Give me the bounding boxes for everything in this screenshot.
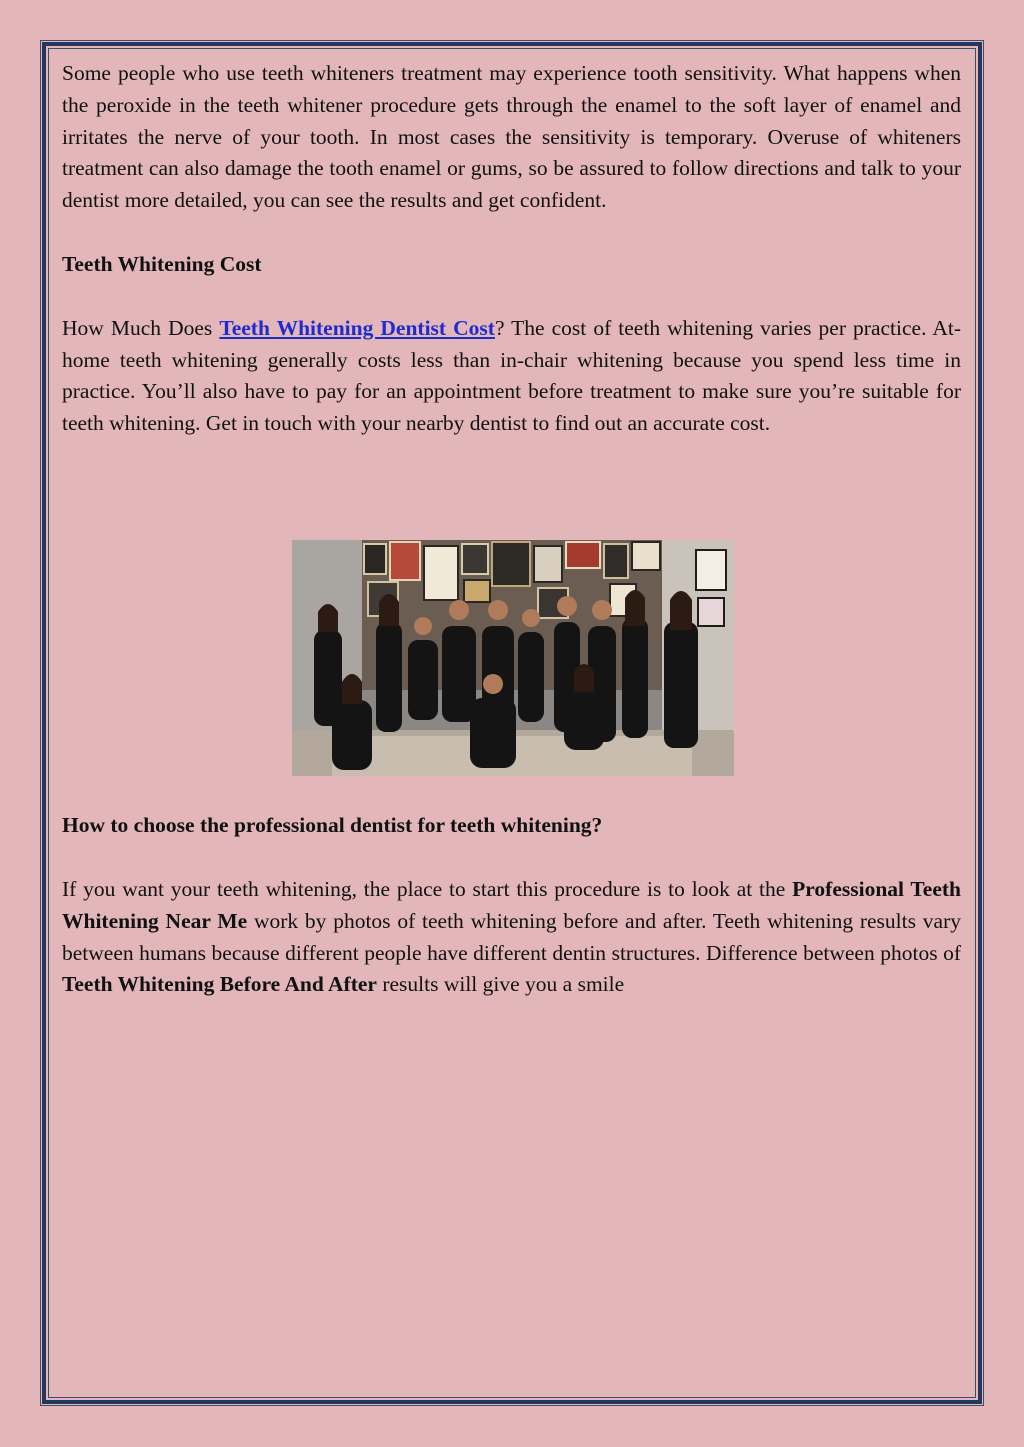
professional-whitening-bold: Professional Teeth Whitening Near Me <box>62 877 961 933</box>
cost-heading: Teeth Whitening Cost <box>62 251 262 276</box>
document-body <box>62 58 961 440</box>
intro-paragraph: Some people who use teeth whiteners treatment may experience tooth sensitivity. What happens when the peroxide in the teeth whitener procedure gets through the enamel to the soft layer of enamel and irritates the nerve of your tooth. In most cases the sensitivity is temporary. Overuse of whiteners treatment can also damage the tooth enamel or gums, so be assured to follow directions and talk to your dentist more detailed, you can see the results and get confident. <box>62 61 961 213</box>
choose-paragraph-part-3: results will give you a smile <box>376 972 625 997</box>
dental-team-photo <box>292 540 734 776</box>
cost-paragraph-prefix: How Much Does <box>62 315 220 340</box>
before-after-bold: Teeth Whitening Before And After <box>62 972 377 997</box>
choose-paragraph-part-2: work by photos of teeth whitening before and after. Teeth whitening results vary between humans because different people have different dentin structures. Difference between photos of <box>62 908 961 965</box>
teeth-whitening-cost-link[interactable]: Teeth Whitening Dentist Cost <box>219 315 495 340</box>
choose-dentist-paragraph <box>62 874 961 1001</box>
choose-dentist-heading: How to choose the professional dentist for teeth whitening? <box>62 813 603 837</box>
cost-paragraph <box>62 313 961 440</box>
cost-paragraph-suffix: ? The cost of teeth whitening varies per practice. At-home teeth whitening generally costs less than in-chair whitening because you spend less time in practice. You’ll also have to pay for an appointment before treatment to make sure you’re suitable for teeth whitening. Get in touch with your nearby dentist to find out an accurate cost. <box>62 315 961 436</box>
choose-paragraph-part-1: If you want your teeth whitening, the place to start this procedure is to look at the <box>62 877 793 901</box>
